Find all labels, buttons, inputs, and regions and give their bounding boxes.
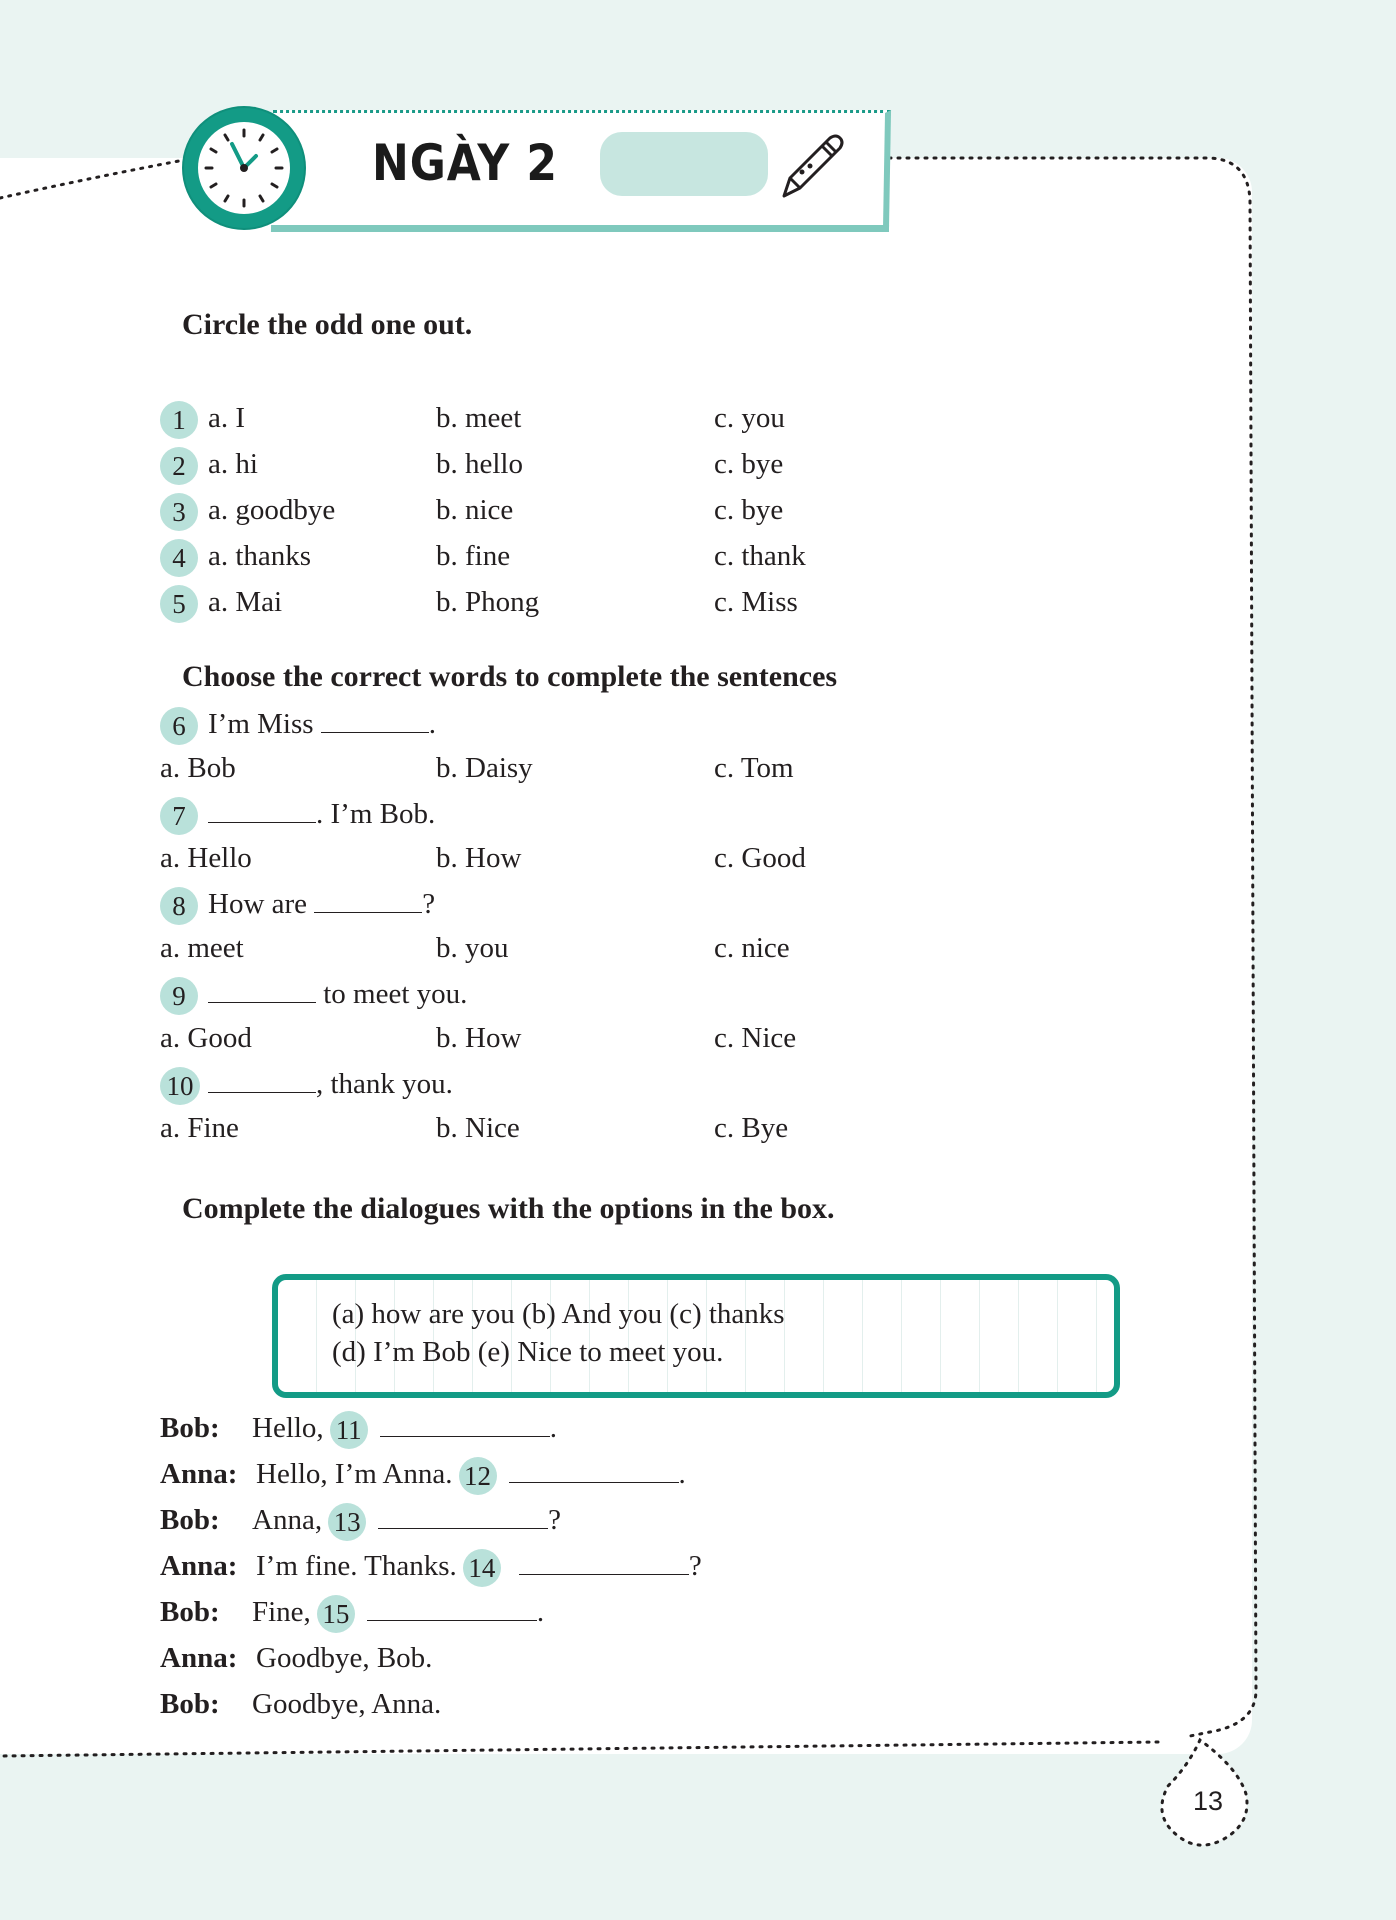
- sentence: [208, 1066, 453, 1102]
- speaker-name: Bob:: [160, 1688, 220, 1720]
- answer-blank: [314, 888, 422, 913]
- dialogue-end-punctuation: ?: [688, 1550, 702, 1582]
- page-number: 13: [1192, 1786, 1224, 1816]
- option-a: a. hi: [208, 448, 258, 480]
- answer-blank: [208, 978, 316, 1003]
- dialogue-line: [252, 1686, 441, 1722]
- option-b: b. nice: [436, 494, 514, 526]
- question-number-badge: 10: [160, 1067, 200, 1105]
- dialogue-text: Goodbye, Bob.: [256, 1642, 433, 1674]
- dialogue-line: [256, 1548, 702, 1587]
- dialogue-text: I’m fine. Thanks.: [256, 1550, 457, 1582]
- option-c: c. thank: [714, 540, 806, 572]
- dialogue-end-punctuation: .: [678, 1458, 686, 1490]
- dialogue-end-punctuation: .: [536, 1596, 545, 1628]
- question-number-badge: 11: [330, 1411, 368, 1449]
- question-number-badge: 3: [160, 493, 198, 531]
- sentence-end: ?: [422, 888, 436, 920]
- section-heading-choose-words: Choose the correct words to complete the sentences: [182, 660, 838, 693]
- option-a: a. Fine: [160, 1112, 239, 1144]
- answer-blank: [509, 1458, 679, 1483]
- dialogue-text: Goodbye, Anna.: [252, 1688, 442, 1720]
- option-a: a. Bob: [160, 752, 236, 784]
- section-heading-odd-one-out: Circle the odd one out.: [182, 308, 473, 341]
- speaker-name: Anna:: [160, 1458, 238, 1490]
- question-number-badge: 1: [160, 401, 198, 439]
- answer-blank: [519, 1550, 689, 1575]
- answer-blank: [208, 798, 316, 823]
- option-b: b. Daisy: [436, 752, 533, 784]
- sentence-end: to meet you.: [316, 978, 468, 1010]
- option-a: a. thanks: [208, 540, 312, 572]
- sentence-end: , thank you.: [316, 1068, 453, 1100]
- dialogue-text: Anna,: [252, 1504, 323, 1536]
- section-heading-complete-dialogues: Complete the dialogues with the options in the box.: [182, 1192, 835, 1225]
- option-c: c. Nice: [714, 1022, 797, 1054]
- option-b: b. fine: [436, 540, 511, 572]
- option-a: a. Hello: [160, 842, 252, 874]
- option-a: a. Mai: [208, 586, 283, 618]
- question-number-badge: 9: [160, 977, 198, 1015]
- options-line-2: (d) I’m Bob (e) Nice to meet you.: [332, 1336, 724, 1368]
- question-number-badge: 2: [160, 447, 198, 485]
- sentence: [208, 976, 467, 1012]
- option-a: a. goodbye: [208, 494, 336, 526]
- question-number-badge: 15: [317, 1595, 355, 1633]
- answer-blank: [321, 708, 429, 733]
- dialogue-line: [252, 1502, 561, 1541]
- speaker-name: Anna:: [160, 1642, 238, 1674]
- option-a: a. Good: [160, 1022, 252, 1054]
- speaker-name: Bob:: [160, 1504, 220, 1536]
- option-b: b. Phong: [436, 586, 540, 618]
- sentence: [208, 796, 435, 832]
- speaker-name: Anna:: [160, 1550, 238, 1582]
- option-c: c. Bye: [714, 1112, 789, 1144]
- options-line-1: (a) how are you (b) And you (c) thanks: [332, 1298, 785, 1330]
- option-c: c. Tom: [714, 752, 794, 784]
- option-c: c. bye: [714, 494, 784, 526]
- answer-blank: [367, 1596, 537, 1621]
- option-b: b. you: [436, 932, 509, 964]
- option-a: a. meet: [160, 932, 244, 964]
- dialogue-text: Hello, I’m Anna.: [256, 1458, 453, 1490]
- option-b: b. meet: [436, 402, 522, 434]
- dialogue-line: [256, 1456, 686, 1495]
- dialogue-end-punctuation: ?: [548, 1504, 561, 1536]
- sentence-end: .: [428, 708, 437, 740]
- dialogue-line: [252, 1594, 544, 1633]
- answer-blank: [378, 1504, 548, 1529]
- answer-blank: [208, 1068, 316, 1093]
- question-number-badge: 12: [459, 1457, 497, 1495]
- question-number-badge: 4: [160, 539, 198, 577]
- sentence: [208, 886, 435, 922]
- dialogue-end-punctuation: .: [549, 1412, 557, 1444]
- option-b: b. hello: [436, 448, 523, 480]
- option-b: b. How: [436, 842, 522, 874]
- question-number-badge: 6: [160, 707, 198, 745]
- option-c: c. Miss: [714, 586, 798, 618]
- option-a: a. I: [208, 402, 246, 434]
- question-number-badge: 5: [160, 585, 198, 623]
- option-c: c. Good: [714, 842, 806, 874]
- question-number-badge: 8: [160, 887, 198, 925]
- question-number-badge: 14: [463, 1549, 501, 1587]
- pencil-icon: [770, 126, 850, 206]
- sentence-start: How are: [208, 888, 315, 920]
- clock-icon: [184, 108, 304, 228]
- speaker-name: Bob:: [160, 1596, 220, 1628]
- dialogue-line: [252, 1410, 557, 1449]
- dialogue-text: Hello,: [252, 1412, 324, 1444]
- question-number-badge: 13: [328, 1503, 366, 1541]
- option-b: b. Nice: [436, 1112, 520, 1144]
- option-c: c. nice: [714, 932, 790, 964]
- option-b: b. How: [436, 1022, 522, 1054]
- sentence-start: I’m Miss: [208, 708, 321, 740]
- dialogue-line: [256, 1640, 432, 1676]
- sentence: [208, 706, 436, 742]
- header-pill: [600, 132, 768, 196]
- sentence-end: . I’m Bob.: [316, 798, 436, 830]
- page-title: NGÀY 2: [372, 134, 558, 192]
- question-number-badge: 7: [160, 797, 198, 835]
- option-c: c. you: [714, 402, 785, 434]
- dialogue-text: Fine,: [252, 1596, 311, 1628]
- speaker-name: Bob:: [160, 1412, 220, 1444]
- option-c: c. bye: [714, 448, 784, 480]
- answer-blank: [380, 1412, 550, 1437]
